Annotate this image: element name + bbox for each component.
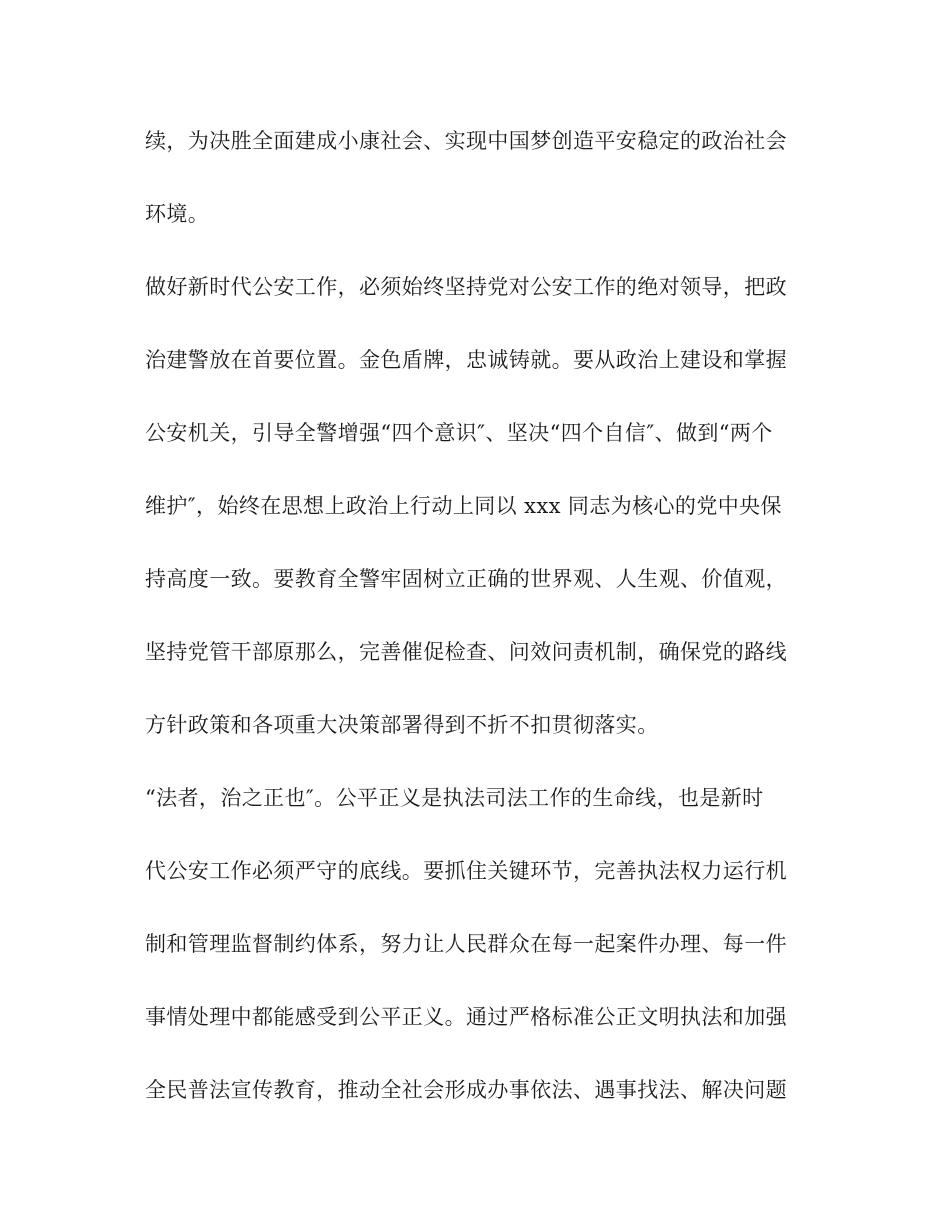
text-line: 事情处理中都能感受到公平正义。通过严格标准公正文明执法和加强: [145, 1005, 787, 1029]
text-line: 环境。: [145, 202, 210, 226]
text-line: 做好新时代公安工作，必须始终坚持党对公安工作的绝对领导，把政: [145, 275, 787, 299]
text-line: 坚持党管干部原那么，完善催促检查、问效问责机制，确保党的路线: [145, 640, 787, 664]
text-line: 续，为决胜全面建成小康社会、实现中国梦创造平安稳定的政治社会: [145, 129, 787, 153]
text-line: 治建警放在首要位置。金色盾牌，忠诚铸就。要从政治上建设和掌握: [145, 348, 787, 372]
text-line: 方针政策和各项重大决策部署得到不折不扣贯彻落实。: [145, 713, 659, 737]
text-line: 持高度一致。要教育全警牢固树立正确的世界观、人生观、价值观，: [145, 567, 787, 591]
text-line: 全民普法宣传教育，推动全社会形成办事依法、遇事找法、解决问题: [145, 1078, 787, 1102]
text-line: 代公安工作必须严守的底线。要抓住关键环节，完善执法权力运行机: [145, 859, 787, 883]
text-line: 公安机关，引导全警增强“四个意识″、坚决“四个自信″、做到“两个: [145, 421, 773, 445]
text-line: 制和管理监督制约体系，努力让人民群众在每一起案件办理、每一件: [145, 932, 787, 956]
text-line: 维护″，始终在思想上政治上行动上同以 xxx 同志为核心的党中央保: [145, 494, 782, 518]
text-line: “法者，治之正也″。公平正义是执法司法工作的生命线，也是新时: [145, 786, 764, 810]
